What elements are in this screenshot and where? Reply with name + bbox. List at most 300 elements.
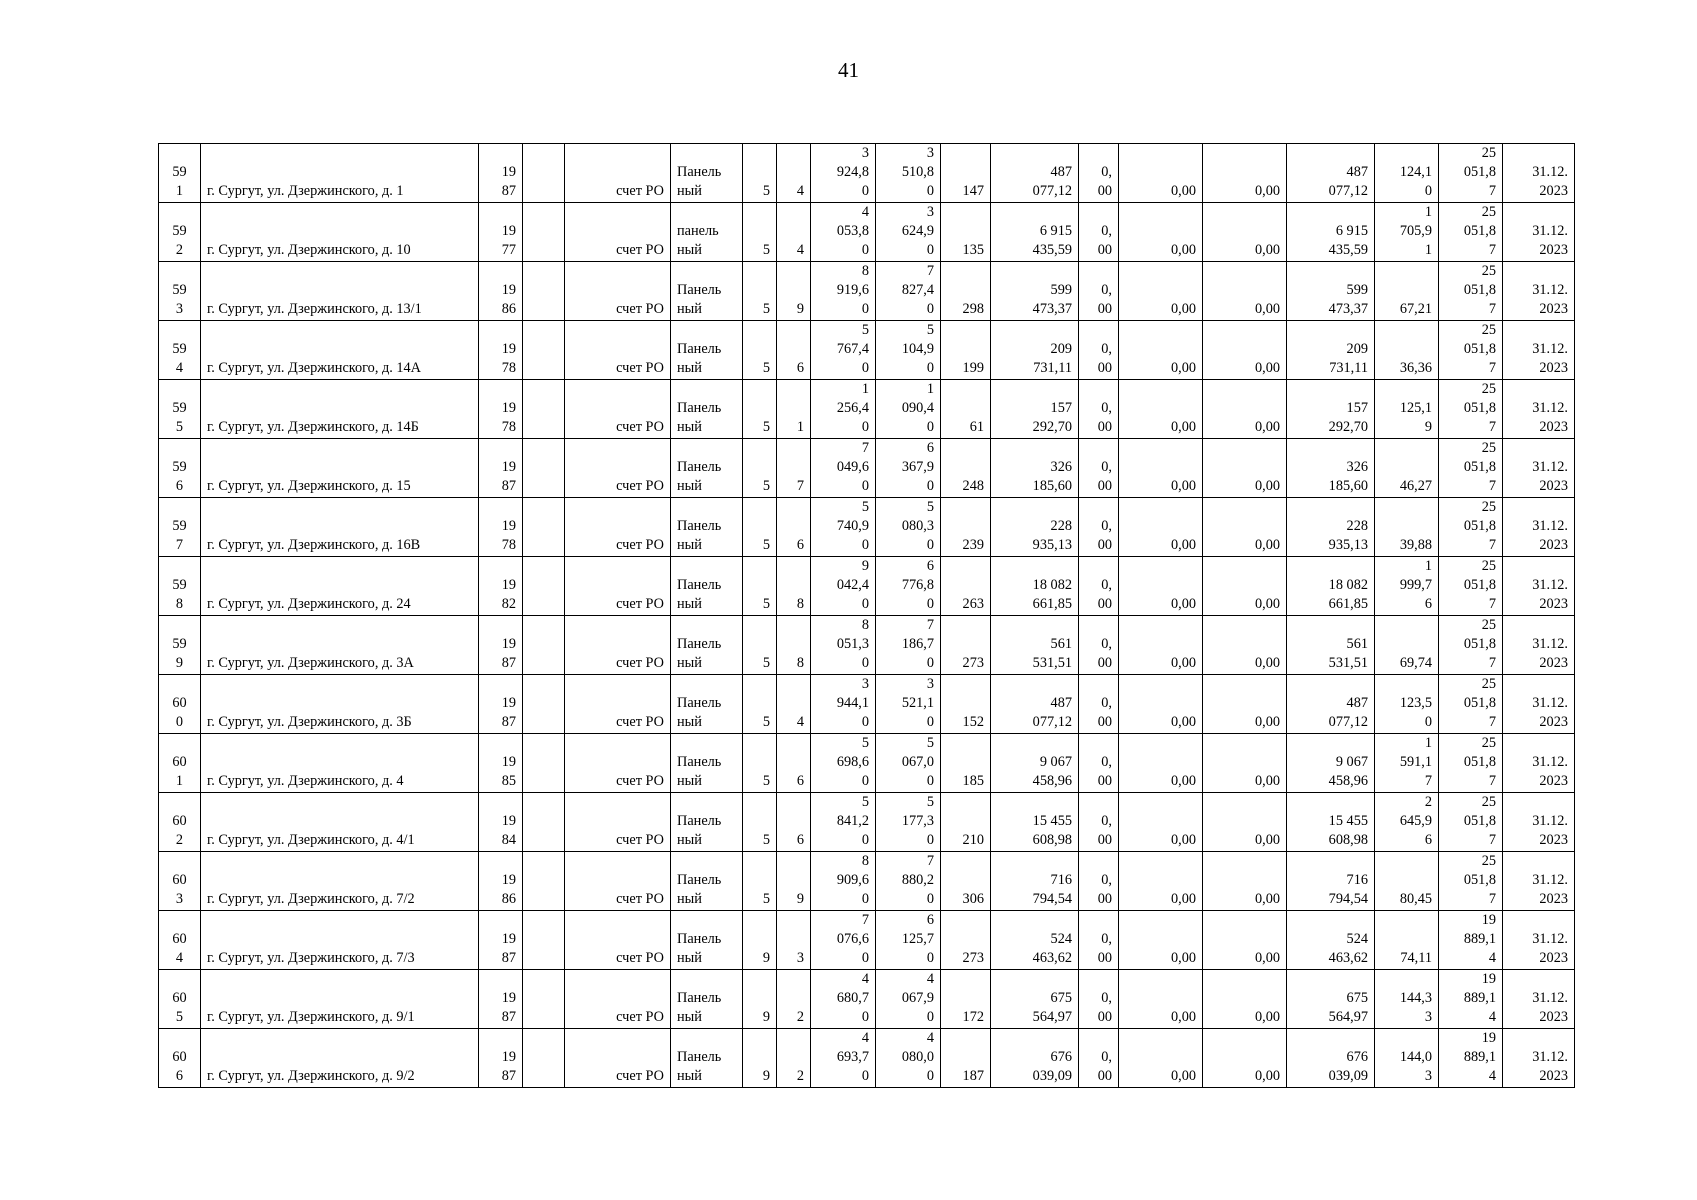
cell-entrances: 7 [777,439,811,498]
table-row [159,321,1575,380]
cell-c12: 0, 00 [1079,557,1119,616]
cell-cost: 487 077,12 [991,675,1079,734]
cell-c13: 0,00 [1119,970,1203,1029]
cell-c15: 675 564,97 [1287,970,1375,1029]
cell-material: Панель ный [671,734,743,793]
cell-c17: 25 051,8 7 [1439,439,1503,498]
cell-fund: счет РО [565,616,671,675]
cell-residents: 172 [941,970,991,1029]
cell-residents: 263 [941,557,991,616]
cell-no: 59 3 [159,262,201,321]
cell-c15: 6 915 435,59 [1287,203,1375,262]
cell-fund: счет РО [565,557,671,616]
cell-year: 19 86 [479,262,523,321]
cell-fund: счет РО [565,262,671,321]
cell-c16: 1 705,9 1 [1375,203,1439,262]
cell-year: 19 87 [479,1029,523,1088]
cell-year: 19 78 [479,498,523,557]
cell-area-living: 5 104,9 0 [876,321,941,380]
cell-material: Панель ный [671,616,743,675]
cell-c13: 0,00 [1119,911,1203,970]
cell-c14: 0,00 [1203,203,1287,262]
cell-fund: счет РО [565,911,671,970]
cell-empty [523,498,565,557]
cell-area-total: 3 924,8 0 [811,144,876,203]
cell-year: 19 87 [479,675,523,734]
cell-floors: 5 [743,439,777,498]
page-number: 41 [838,58,859,82]
cell-floors: 5 [743,321,777,380]
cell-area-total: 5 767,4 0 [811,321,876,380]
cell-c13: 0,00 [1119,144,1203,203]
cell-c14: 0,00 [1203,911,1287,970]
cell-cost: 6 915 435,59 [991,203,1079,262]
cell-residents: 187 [941,1029,991,1088]
cell-floors: 9 [743,911,777,970]
cell-c12: 0, 00 [1079,734,1119,793]
cell-residents: 199 [941,321,991,380]
cell-c17: 25 051,8 7 [1439,557,1503,616]
table-row [159,911,1575,970]
table-row [159,970,1575,1029]
cell-date: 31.12. 2023 [1503,380,1575,439]
cell-year: 19 78 [479,380,523,439]
cell-date: 31.12. 2023 [1503,793,1575,852]
cell-area-living: 5 067,0 0 [876,734,941,793]
cell-cost: 209 731,11 [991,321,1079,380]
cell-c15: 676 039,09 [1287,1029,1375,1088]
cell-c12: 0, 00 [1079,498,1119,557]
cell-c15: 561 531,51 [1287,616,1375,675]
cell-address: г. Сургут, ул. Дзержинского, д. 7/3 [201,911,479,970]
cell-year: 19 82 [479,557,523,616]
cell-area-total: 4 680,7 0 [811,970,876,1029]
cell-c15: 15 455 608,98 [1287,793,1375,852]
cell-empty [523,321,565,380]
cell-fund: счет РО [565,675,671,734]
cell-area-living: 3 521,1 0 [876,675,941,734]
cell-entrances: 6 [777,321,811,380]
cell-address: г. Сургут, ул. Дзержинского, д. 9/2 [201,1029,479,1088]
cell-no: 59 1 [159,144,201,203]
cell-residents: 147 [941,144,991,203]
cell-c14: 0,00 [1203,793,1287,852]
table-row [159,203,1575,262]
cell-floors: 5 [743,380,777,439]
cell-residents: 248 [941,439,991,498]
cell-c16: 80,45 [1375,852,1439,911]
cell-c12: 0, 00 [1079,203,1119,262]
cell-floors: 5 [743,203,777,262]
cell-entrances: 6 [777,734,811,793]
cell-date: 31.12. 2023 [1503,557,1575,616]
cell-c16: 144,0 3 [1375,1029,1439,1088]
cell-material: Панель ный [671,852,743,911]
cell-date: 31.12. 2023 [1503,262,1575,321]
table-row [159,1029,1575,1088]
cell-material: Панель ный [671,262,743,321]
cell-empty [523,852,565,911]
cell-area-total: 8 909,6 0 [811,852,876,911]
cell-material: Панель ный [671,439,743,498]
cell-c13: 0,00 [1119,498,1203,557]
cell-c14: 0,00 [1203,1029,1287,1088]
cell-c17: 25 051,8 7 [1439,616,1503,675]
cell-c13: 0,00 [1119,321,1203,380]
cell-material: Панель ный [671,1029,743,1088]
cell-address: г. Сургут, ул. Дзержинского, д. 14А [201,321,479,380]
cell-no: 59 7 [159,498,201,557]
cell-no: 60 0 [159,675,201,734]
cell-no: 60 6 [159,1029,201,1088]
cell-date: 31.12. 2023 [1503,734,1575,793]
cell-address: г. Сургут, ул. Дзержинского, д. 9/1 [201,970,479,1029]
cell-date: 31.12. 2023 [1503,911,1575,970]
cell-area-total: 9 042,4 0 [811,557,876,616]
cell-area-living: 4 080,0 0 [876,1029,941,1088]
cell-residents: 273 [941,616,991,675]
cell-residents: 298 [941,262,991,321]
table-row [159,144,1575,203]
cell-floors: 5 [743,793,777,852]
cell-c15: 599 473,37 [1287,262,1375,321]
cell-c17: 25 051,8 7 [1439,321,1503,380]
cell-floors: 5 [743,144,777,203]
cell-entrances: 3 [777,911,811,970]
cell-no: 60 1 [159,734,201,793]
cell-material: Панель ный [671,144,743,203]
cell-entrances: 8 [777,557,811,616]
cell-address: г. Сургут, ул. Дзержинского, д. 4/1 [201,793,479,852]
table-body [159,144,1575,1088]
cell-residents: 135 [941,203,991,262]
table-row [159,852,1575,911]
cell-c14: 0,00 [1203,557,1287,616]
cell-c15: 326 185,60 [1287,439,1375,498]
table-row [159,675,1575,734]
cell-entrances: 2 [777,970,811,1029]
cell-entrances: 6 [777,793,811,852]
cell-fund: счет РО [565,734,671,793]
cell-c12: 0, 00 [1079,439,1119,498]
cell-address: г. Сургут, ул. Дзержинского, д. 15 [201,439,479,498]
cell-area-living: 6 776,8 0 [876,557,941,616]
table-row [159,793,1575,852]
cell-cost: 561 531,51 [991,616,1079,675]
cell-c15: 487 077,12 [1287,675,1375,734]
cell-c14: 0,00 [1203,852,1287,911]
cell-empty [523,380,565,439]
cell-date: 31.12. 2023 [1503,675,1575,734]
cell-c13: 0,00 [1119,793,1203,852]
cell-address: г. Сургут, ул. Дзержинского, д. 10 [201,203,479,262]
cell-residents: 61 [941,380,991,439]
cell-date: 31.12. 2023 [1503,1029,1575,1088]
cell-entrances: 4 [777,675,811,734]
cell-c12: 0, 00 [1079,380,1119,439]
cell-cost: 18 082 661,85 [991,557,1079,616]
cell-empty [523,439,565,498]
cell-c16: 2 645,9 6 [1375,793,1439,852]
cell-address: г. Сургут, ул. Дзержинского, д. 24 [201,557,479,616]
cell-date: 31.12. 2023 [1503,970,1575,1029]
table-row [159,262,1575,321]
cell-address: г. Сургут, ул. Дзержинского, д. 14Б [201,380,479,439]
cell-c14: 0,00 [1203,439,1287,498]
cell-c14: 0,00 [1203,380,1287,439]
cell-entrances: 2 [777,1029,811,1088]
cell-c12: 0, 00 [1079,1029,1119,1088]
cell-fund: счет РО [565,439,671,498]
cell-c14: 0,00 [1203,262,1287,321]
cell-entrances: 1 [777,380,811,439]
cell-c17: 25 051,8 7 [1439,793,1503,852]
cell-c16: 46,27 [1375,439,1439,498]
cell-empty [523,203,565,262]
cell-material: Панель ный [671,557,743,616]
buildings-table [158,143,1575,1088]
table-row [159,557,1575,616]
cell-year: 19 87 [479,911,523,970]
cell-c16: 123,5 0 [1375,675,1439,734]
cell-material: панель ный [671,203,743,262]
cell-c17: 19 889,1 4 [1439,911,1503,970]
cell-c15: 716 794,54 [1287,852,1375,911]
cell-c13: 0,00 [1119,734,1203,793]
cell-entrances: 9 [777,852,811,911]
cell-area-living: 7 827,4 0 [876,262,941,321]
cell-area-total: 1 256,4 0 [811,380,876,439]
cell-no: 60 4 [159,911,201,970]
cell-c13: 0,00 [1119,616,1203,675]
cell-residents: 152 [941,675,991,734]
cell-c17: 25 051,8 7 [1439,203,1503,262]
cell-material: Панель ный [671,321,743,380]
cell-floors: 5 [743,616,777,675]
cell-address: г. Сургут, ул. Дзержинского, д. 16В [201,498,479,557]
cell-c17: 25 051,8 7 [1439,734,1503,793]
cell-area-total: 7 076,6 0 [811,911,876,970]
cell-c15: 524 463,62 [1287,911,1375,970]
cell-cost: 524 463,62 [991,911,1079,970]
cell-empty [523,675,565,734]
cell-date: 31.12. 2023 [1503,439,1575,498]
cell-c13: 0,00 [1119,1029,1203,1088]
cell-c15: 157 292,70 [1287,380,1375,439]
table-row [159,439,1575,498]
cell-address: г. Сургут, ул. Дзержинского, д. 3Б [201,675,479,734]
cell-fund: счет РО [565,498,671,557]
cell-date: 31.12. 2023 [1503,852,1575,911]
cell-c17: 25 051,8 7 [1439,498,1503,557]
cell-area-living: 6 367,9 0 [876,439,941,498]
cell-floors: 5 [743,262,777,321]
cell-c16: 36,36 [1375,321,1439,380]
cell-area-living: 3 624,9 0 [876,203,941,262]
cell-floors: 5 [743,852,777,911]
cell-c14: 0,00 [1203,734,1287,793]
cell-area-total: 7 049,6 0 [811,439,876,498]
cell-c16: 67,21 [1375,262,1439,321]
cell-no: 59 9 [159,616,201,675]
cell-material: Панель ный [671,380,743,439]
cell-year: 19 78 [479,321,523,380]
cell-c17: 19 889,1 4 [1439,1029,1503,1088]
cell-c14: 0,00 [1203,675,1287,734]
cell-date: 31.12. 2023 [1503,203,1575,262]
cell-empty [523,616,565,675]
cell-material: Панель ный [671,911,743,970]
cell-entrances: 9 [777,262,811,321]
cell-fund: счет РО [565,852,671,911]
cell-c16: 124,1 0 [1375,144,1439,203]
cell-fund: счет РО [565,321,671,380]
cell-entrances: 8 [777,616,811,675]
cell-no: 59 6 [159,439,201,498]
cell-empty [523,970,565,1029]
cell-cost: 9 067 458,96 [991,734,1079,793]
cell-area-total: 4 693,7 0 [811,1029,876,1088]
cell-c16: 39,88 [1375,498,1439,557]
cell-c12: 0, 00 [1079,616,1119,675]
cell-address: г. Сургут, ул. Дзержинского, д. 3А [201,616,479,675]
cell-year: 19 87 [479,144,523,203]
cell-c16: 125,1 9 [1375,380,1439,439]
cell-entrances: 6 [777,498,811,557]
cell-area-total: 5 698,6 0 [811,734,876,793]
cell-empty [523,144,565,203]
cell-cost: 157 292,70 [991,380,1079,439]
cell-empty [523,793,565,852]
cell-area-total: 5 740,9 0 [811,498,876,557]
cell-no: 60 3 [159,852,201,911]
cell-c12: 0, 00 [1079,793,1119,852]
cell-floors: 5 [743,557,777,616]
cell-year: 19 87 [479,970,523,1029]
cell-empty [523,911,565,970]
table-row [159,498,1575,557]
cell-empty [523,557,565,616]
cell-fund: счет РО [565,144,671,203]
cell-c14: 0,00 [1203,616,1287,675]
cell-fund: счет РО [565,970,671,1029]
cell-area-living: 5 080,3 0 [876,498,941,557]
cell-no: 59 4 [159,321,201,380]
cell-year: 19 86 [479,852,523,911]
table-row [159,734,1575,793]
cell-residents: 210 [941,793,991,852]
cell-floors: 5 [743,734,777,793]
table-row [159,616,1575,675]
cell-c13: 0,00 [1119,439,1203,498]
cell-year: 19 87 [479,439,523,498]
cell-c13: 0,00 [1119,675,1203,734]
cell-c12: 0, 00 [1079,970,1119,1029]
cell-c16: 1 591,1 7 [1375,734,1439,793]
cell-cost: 599 473,37 [991,262,1079,321]
cell-no: 60 2 [159,793,201,852]
cell-year: 19 85 [479,734,523,793]
cell-cost: 676 039,09 [991,1029,1079,1088]
cell-area-living: 7 186,7 0 [876,616,941,675]
cell-residents: 239 [941,498,991,557]
cell-c13: 0,00 [1119,557,1203,616]
cell-c13: 0,00 [1119,852,1203,911]
cell-year: 19 77 [479,203,523,262]
cell-c17: 25 051,8 7 [1439,144,1503,203]
cell-c16: 69,74 [1375,616,1439,675]
cell-c16: 74,11 [1375,911,1439,970]
cell-floors: 5 [743,498,777,557]
cell-no: 59 2 [159,203,201,262]
cell-area-living: 3 510,8 0 [876,144,941,203]
cell-c12: 0, 00 [1079,144,1119,203]
cell-area-total: 8 919,6 0 [811,262,876,321]
cell-cost: 326 185,60 [991,439,1079,498]
cell-material: Панель ный [671,970,743,1029]
cell-cost: 716 794,54 [991,852,1079,911]
cell-area-total: 8 051,3 0 [811,616,876,675]
cell-fund: счет РО [565,380,671,439]
cell-date: 31.12. 2023 [1503,321,1575,380]
cell-year: 19 87 [479,616,523,675]
table-row [159,380,1575,439]
cell-residents: 273 [941,911,991,970]
cell-residents: 185 [941,734,991,793]
cell-empty [523,262,565,321]
cell-c13: 0,00 [1119,203,1203,262]
cell-area-living: 7 880,2 0 [876,852,941,911]
cell-date: 31.12. 2023 [1503,498,1575,557]
cell-c17: 25 051,8 7 [1439,675,1503,734]
cell-no: 59 5 [159,380,201,439]
cell-address: г. Сургут, ул. Дзержинского, д. 1 [201,144,479,203]
cell-material: Панель ный [671,498,743,557]
cell-c14: 0,00 [1203,321,1287,380]
cell-c17: 25 051,8 7 [1439,380,1503,439]
cell-no: 60 5 [159,970,201,1029]
cell-area-living: 1 090,4 0 [876,380,941,439]
cell-c17: 19 889,1 4 [1439,970,1503,1029]
cell-floors: 5 [743,675,777,734]
cell-c15: 228 935,13 [1287,498,1375,557]
cell-c15: 487 077,12 [1287,144,1375,203]
cell-fund: счет РО [565,793,671,852]
cell-c14: 0,00 [1203,498,1287,557]
cell-cost: 228 935,13 [991,498,1079,557]
cell-fund: счет РО [565,1029,671,1088]
cell-c12: 0, 00 [1079,852,1119,911]
cell-c13: 0,00 [1119,380,1203,439]
cell-c12: 0, 00 [1079,675,1119,734]
cell-c15: 18 082 661,85 [1287,557,1375,616]
cell-c16: 144,3 3 [1375,970,1439,1029]
cell-entrances: 4 [777,203,811,262]
cell-material: Панель ный [671,675,743,734]
cell-date: 31.12. 2023 [1503,616,1575,675]
cell-c12: 0, 00 [1079,321,1119,380]
cell-year: 19 84 [479,793,523,852]
cell-c15: 209 731,11 [1287,321,1375,380]
cell-cost: 15 455 608,98 [991,793,1079,852]
cell-c16: 1 999,7 6 [1375,557,1439,616]
cell-c12: 0, 00 [1079,262,1119,321]
cell-empty [523,734,565,793]
cell-empty [523,1029,565,1088]
cell-material: Панель ный [671,793,743,852]
cell-area-living: 6 125,7 0 [876,911,941,970]
cell-c14: 0,00 [1203,144,1287,203]
